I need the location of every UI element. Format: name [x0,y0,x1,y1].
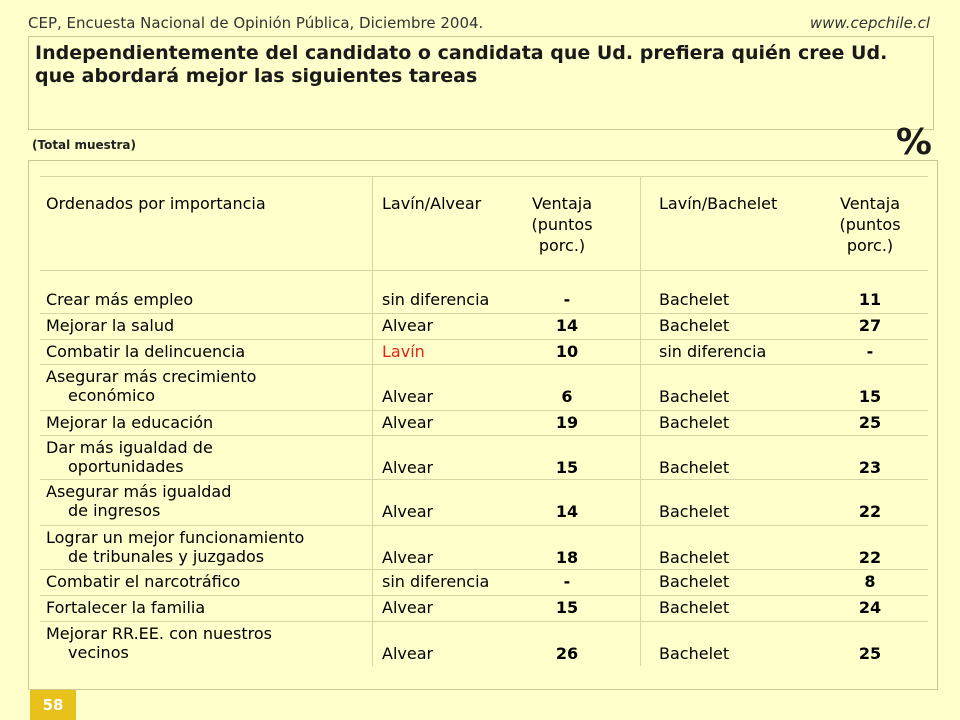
row-task-line: de tribunales y juzgados [68,547,265,566]
row-ventaja-1: 14 [555,316,579,335]
row-lavin-alvear: Alvear [382,387,434,406]
row-ventaja-1: 18 [555,548,579,567]
row-ventaja-1: 26 [555,644,579,663]
row-lavin-bachelet: sin diferencia [659,342,767,361]
row-task [46,482,231,520]
row-task-line: Combatir el narcotráfico [46,572,241,591]
row-ventaja-2: 23 [858,458,882,477]
row-lavin-bachelet: Bachelet [659,290,730,309]
row-task-line: de ingresos [68,501,161,520]
row-task [46,572,240,591]
row-task-line: Mejorar la salud [46,316,175,335]
row-lavin-bachelet: Bachelet [659,387,730,406]
sample-subtitle: (Total muestra) [32,138,137,152]
col-header-lavin-bachelet: Lavín/Bachelet [659,194,778,213]
row-ventaja-2: 25 [858,413,882,432]
row-ventaja-1: - [563,290,571,309]
row-task-line: Fortalecer la familia [46,598,206,617]
row-task-line: Dar más igualdad de [46,438,213,457]
row-ventaja-2: 22 [858,502,882,521]
row-lavin-alvear: Lavín [382,342,425,361]
col-header-ventaja-2: Ventaja (puntos porc.) [839,194,901,255]
row-task [46,316,174,335]
row-task-line: Mejorar la educación [46,413,214,432]
row-task-line: Asegurar más crecimiento [46,367,257,386]
table-top-rule [40,176,928,177]
row-rule [40,364,928,365]
row-lavin-alvear: Alvear [382,502,434,521]
row-lavin-bachelet: Bachelet [659,572,730,591]
row-task-line: vecinos [68,643,129,662]
row-lavin-alvear: Alvear [382,458,434,477]
col-header-task: Ordenados por importancia [46,194,266,213]
row-lavin-bachelet: Bachelet [659,316,730,335]
row-rule [40,595,928,596]
row-ventaja-1: 15 [555,458,579,477]
row-rule [40,339,928,340]
row-ventaja-2: 11 [858,290,882,309]
source-header: CEP, Encuesta Nacional de Opinión Pública, Diciembre 2004. [28,14,484,32]
row-ventaja-2: 24 [858,598,882,617]
row-ventaja-2: - [866,342,874,361]
row-ventaja-1: 14 [555,502,579,521]
row-ventaja-1: 15 [555,598,579,617]
row-task [46,438,213,476]
row-ventaja-1: 10 [555,342,579,361]
website-link[interactable]: www.cepchile.cl [809,14,930,32]
row-ventaja-1: 6 [561,387,573,406]
row-task-line: Lograr un mejor funcionamiento [46,528,305,547]
row-task [46,367,256,405]
row-rule [40,479,928,480]
row-lavin-bachelet: Bachelet [659,413,730,432]
row-ventaja-2: 22 [858,548,882,567]
row-ventaja-2: 25 [858,644,882,663]
page-title: Independientemente del candidato o candidata que Ud. prefiera quién cree Ud. que abordará mejor las siguientes tareas [28,36,934,130]
row-task-line: económico [68,386,155,405]
row-rule [40,313,928,314]
row-rule [40,435,928,436]
row-rule [40,569,928,570]
percent-symbol: % [895,122,932,163]
row-task-line: Mejorar RR.EE. con nuestros [46,624,272,643]
row-lavin-alvear: sin diferencia [382,290,490,309]
row-ventaja-1: - [563,572,571,591]
row-task-line: oportunidades [68,457,184,476]
row-lavin-alvear: Alvear [382,316,434,335]
column-divider [372,176,373,666]
row-rule [40,525,928,526]
row-rule [40,410,928,411]
col-header-lavin-alvear: Lavín/Alvear [382,194,482,213]
row-lavin-alvear: Alvear [382,644,434,663]
row-lavin-bachelet: Bachelet [659,502,730,521]
row-rule [40,621,928,622]
row-task-line: Combatir la delincuencia [46,342,246,361]
row-lavin-alvear: Alvear [382,548,434,567]
row-lavin-bachelet: Bachelet [659,458,730,477]
row-task [46,624,272,662]
row-lavin-bachelet: Bachelet [659,598,730,617]
col-header-ventaja-1: Ventaja (puntos porc.) [531,194,593,255]
row-task [46,413,213,432]
header-rule [40,270,928,271]
row-ventaja-2: 27 [858,316,882,335]
row-task-line: Crear más empleo [46,290,194,309]
row-task [46,598,205,617]
row-lavin-alvear: Alvear [382,413,434,432]
row-lavin-alvear: sin diferencia [382,572,490,591]
row-lavin-bachelet: Bachelet [659,644,730,663]
row-lavin-bachelet: Bachelet [659,548,730,567]
row-task [46,290,193,309]
row-task-line: Asegurar más igualdad [46,482,232,501]
row-ventaja-1: 19 [555,413,579,432]
page-number: 58 [30,690,76,720]
row-task [46,342,245,361]
column-divider [640,176,641,666]
row-lavin-alvear: Alvear [382,598,434,617]
row-task [46,528,304,566]
row-ventaja-2: 8 [864,572,876,591]
row-ventaja-2: 15 [858,387,882,406]
